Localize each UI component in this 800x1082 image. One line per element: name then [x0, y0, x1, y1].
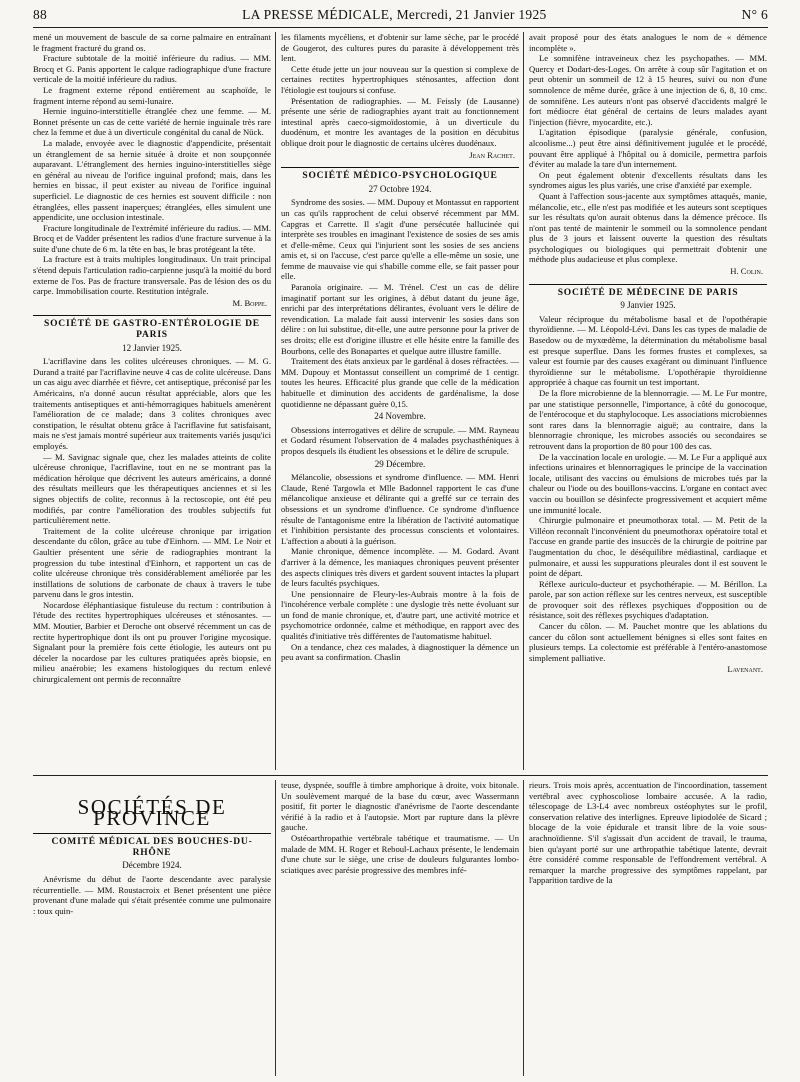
- paragraph: Cancer du côlon. — M. Pauchet montre que les ablations du cancer du côlon sont actuellement bénignes si elles sont faites en plusieurs temps. La colectomie est préférable à l'entéro-anastomose simplement palliative.: [529, 621, 767, 663]
- province-column-2: [281, 780, 519, 1076]
- paragraph: La malade, envoyée avec le diagnostic d'appendicite, présentait un étranglement de sa hernie située à droite et non soupçonnée auparavant. L'étranglement des hernies inguino-interstitielles siège en général au niveau de l'orifice inguinal profond; mais, dans les hernies en bissac, il peut exister au niveau de l'orifice inguinal superficiel. Le diagnostic de ces hernies est souvent difficile : non étranglées, elles passent inaperçues; étranglées, elles simulent une appendicite, une occlusion intestinale.: [33, 137, 271, 223]
- column-3: [529, 32, 767, 770]
- session-date: 29 Décembre.: [374, 458, 426, 469]
- paragraph: Chirurgie pulmonaire et pneumothorax total. — M. Petit de la Villéon reconnaît l'inconvénient du pneumothorax opératoire total et l'accuse en grande partie des insuccès de la chirurgie de poitrine par l'augmentation du choc, le déséquilibre médiastinal, cardiaque et pulmonaire, et aussi les suppurations pleurales dont il est souvent le point de départ.: [529, 515, 767, 579]
- paragraph: On a tendance, chez ces malades, à diagnostiquer la démence un peu avant sa confirmation. Chaslin: [281, 641, 519, 663]
- paragraph: De la flore microbienne de la blennorragie. — M. Le Fur montre, par une statistique personnelle, l'importance, à côté du gonocoque, de l'entérocoque et du staphylocoque. Les associations microbiennes sont rares dans la blennorragie aiguë; au contraire, dans la blennorragie chronique, les microbes associés ou secondaires se retrouvent dans la proportion de 80 pour 100 des cas.: [529, 388, 767, 451]
- signature: Jean Rachet.: [469, 149, 515, 160]
- session-date: 9 Janvier 1925.: [620, 300, 676, 311]
- province-title: SOCIÉTÉS DE PROVINCE: [77, 795, 227, 830]
- paragraph: Valeur réciproque du métabolisme basal et de l'opothérapie thyroïdienne. — M. Léopold-Lévi. Dans les cas types de maladie de Basedow ou de myxœdème, la détermination du métabolisme basal est presque superflue. Dans les formes frustes et complexes, sa valeur est fournie par des causes exagérant ou diminuant l'influence thyroïdienne sur le métabolisme. L'opothérapie thyroïdienne appropriée à chaque cas fournit un test important.: [529, 313, 767, 388]
- paragraph: mené un mouvement de bascule de sa corne palmaire en entraînant le fragment fracturé du grand os.: [33, 32, 271, 53]
- paragraph: Manie chronique, démence incomplète. — M. Godard. Avant d'arriver à la démence, les maniaques chroniques peuvent présenter des aspects cliniques très divers et gardent souvent intactes la plupart de leurs facultés psychiques.: [281, 546, 519, 589]
- issue-number: N° 6: [741, 7, 768, 22]
- journal-title: LA PRESSE MÉDICALE, Mercredi, 21 Janvier 1925: [242, 7, 547, 22]
- paragraph: De la vaccination locale en urologie. — M. Le Fur a appliqué aux infections urinaires et blennorragiques le principe de la vaccination locale, utilisant des vaccins ou émulsions de microbes tués par la chaleur ou l'iode ou des bouillons-vaccins. L'organe en contact avec vaccin ou bouillon se désinfecte progressivement et acquiert même une immunité locale.: [529, 451, 767, 515]
- paragraph: avait proposé pour des états analogues le nom de « démence incomplète ».: [529, 32, 767, 53]
- section-heading: SOCIÉTÉ DE GASTRO-ENTÉROLOGIE DE PARIS: [33, 315, 271, 340]
- session-date: 12 Janvier 1925.: [122, 342, 182, 353]
- session-date: 24 Novembre.: [374, 411, 426, 422]
- paragraph: Quant à l'affection sous-jacente aux symptômes attaqués, manie, mélancolie, etc., elle n'est pas modifiée et les auteurs sont sceptiques sur les résultats qu'on aurait obtenus dans la démence précoce. Ils n'ont pas tenté de maintenir le sommeil ou la somnolence pendant plus de 3 jours et laissent ouverte la question des résultats psychologiques ou biologiques qui permettrait d'obtenir une méthode plus audacieuse et plus complexe.: [529, 190, 767, 265]
- paragraph: Anévrisme du début de l'aorte descendante avec paralysie récurrentielle. — MM. Roustacroix et Benet présentent une pièce provenant d'une malade qui s'était présentée comme une pulmonaire : toux quin-: [33, 873, 271, 916]
- running-header: [33, 4, 768, 26]
- paragraph: teuse, dyspnée, souffle à timbre amphorique à droite, voix bitonale. Un soulèvement marqué de la base du cœur, avec Wassermann positif, fit porter le diagnostic d'anévrisme de l'aorte descendante vérifié à la radio et à l'autopsie. Mort par rupture dans la plèvre gauche.: [281, 780, 519, 833]
- paragraph: les filaments mycéliens, et d'obtenir sur lame sèche, par le procédé de Gougerot, des cultures pures du parasite à développement très lent.: [281, 32, 519, 64]
- signature: M. Boppe.: [232, 297, 267, 308]
- signature: Lavenant.: [727, 664, 763, 675]
- paragraph: Le fragment externe répond entièrement au scaphoïde, le fragment interne répond au semi-lunaire.: [33, 84, 271, 106]
- paragraph: Paranoïa originaire. — M. Trénel. C'est un cas de délire imaginatif portant sur les origines, à début datant du jeune âge, enrichi par des interprétations délirantes, évoluant vers le délire de revendication. La malade fait aussi intervenir les sosies dans son délire : on lui substitue, dit-elle, une autre personne pour la priver de ses droits; elle est d'origine illustre et elle hésite entre la famille des Bourbons, celle des Bonapartes et quelque autre illustre famille.: [281, 282, 519, 356]
- section-rule: [33, 775, 768, 776]
- paragraph: Mélancolie, obsessions et syndrome d'influence. — MM. Henri Claude, René Targowla et Mlle Badonnel rapportent le cas d'une mélancolique anxieuse et délirante qui a greffé sur ce terrain des obsessions et un syndrome d'influence. Ce syndrome d'influence résulte de l'antagonisme entre la libération de l'activité automatique et l'inhibition persistante des processus conscients et volontaires. L'affection a abouti à la guérison.: [281, 472, 519, 546]
- column-2: [281, 32, 519, 770]
- column-1: [33, 32, 271, 770]
- section-heading: SOCIÉTÉ MÉDICO-PSYCHOLOGIQUE: [281, 167, 519, 182]
- province-column-3: [529, 780, 767, 1076]
- paragraph: Traitement des états anxieux par le gardénal à doses réfractées. — MM. Dupouy et Montassut conseillent un comprimé de 1 centigr. toutes les heures. Efficacité plus grande que celle de la médication habituelle et diminution des accidents de gardénalisme, la dose quotidienne ne dépassant guère 0,15.: [281, 356, 519, 409]
- paragraph: rieurs. Trois mois après, accentuation de l'incoordination, tassement vertébral avec cyphoscoliose lombaire accusée. A la radio, télescopage de L3-L4 avec nombreux ostéophytes sur le profil, conservation relative des interlignes. Epreuve lipiodolée de Sicard ; blocage de la voie épidurale et transit libre de la voie sous-arachnoïdienne. S'il s'agissait d'un accident de travail, le trauma, bien qu'ayant porté sur une arthropathie tabétique latente, devrait être considéré comme responsable de l'effondrement vertébral. A remarquer la marche progressive des symptômes rappelant, par l'apparition tardive de la: [529, 780, 767, 886]
- paragraph: Une pensionnaire de Fleury-les-Aubrais montre à la fois de l'incohérence verbale complète : une dyslogie très nette évoluant sur un fond de manie chronique, et, d'autre part, une activité motrice et psychomotrice ordonnée, calme et méthodique, en rapport avec des qualités d'initiative très différentes de l'automatisme habituel.: [281, 588, 519, 642]
- page-number: 88: [33, 7, 48, 22]
- paragraph: La fracture est à traits multiples longitudinaux. Un trait principal s'étend depuis l'articulation radio-carpienne jusqu'à la moitié du bord externe de l'os. Pas de fracture transversale. Pas de lésion des os du carpe. Immobilisation courte. Restitution intégrale.: [33, 254, 271, 297]
- session-date: 27 Octobre 1924.: [368, 183, 432, 194]
- section-heading: SOCIÉTÉ DE MÉDECINE DE PARIS: [529, 284, 767, 299]
- paragraph: Présentation de radiographies. — M. Feissly (de Lausanne) présente une série de radiographies ayant trait au fonctionnement intestinal après caeco-sigmoïdostomie, à un diverticule du duodénum, et montre les avantages de la position en décubitus oblique droit pour le diagnostic de certains ulcères duodénaux.: [281, 95, 519, 148]
- paragraph: Cette étude jette un jour nouveau sur la question si complexe de certaines rectites hypertrophiques sténosantes, affection dont l'étiologie est toujours si confuse.: [281, 63, 519, 95]
- section-heading: COMITÉ MÉDICAL DES BOUCHES-DU-RHÔNE: [33, 833, 271, 858]
- header-rule: [33, 27, 768, 28]
- paragraph: L'agitation épisodique (paralysie générale, confusion, alcoolisme...) peut être ainsi définitivement jugulée et le procédé, pouvant être appliqué à l'hôpital ou à domicile, permettra parfois d'éviter au malade la tare d'un internement.: [529, 127, 767, 170]
- upper-columns: [33, 32, 768, 770]
- paragraph: Obsessions interrogatives et délire de scrupule. — MM. Rayneau et Godard résument l'observation de 4 malades psychasthéniques à propos desquels ils étudient les obsessions et le délire de scrupule.: [281, 424, 519, 456]
- paragraph: Hernie inguino-interstitielle étranglée chez une femme. — M. Bonnet présente un cas de cette variété de hernie inguinale très rare chez la femme et due à un diverticule congénital du canal de Nück.: [33, 106, 271, 138]
- paragraph: Fracture subtotale de la moitié inférieure du radius. — MM. Brocq et G. Panis apportent le calque radiographique d'une fracture verticale de la moitié inférieure du radius.: [33, 53, 271, 85]
- session-date: Décembre 1924.: [122, 860, 182, 871]
- paragraph: Ostéoarthropathie vertébrale tabétique et traumatisme. — Un malade de MM. H. Roger et Reboul-Lachaux présente, le lendemain d'une chute sur le siège, une crise de douleurs fulgurantes lombo-sciatiques avec parésie progressive des membres infé-: [281, 832, 519, 875]
- paragraph: On peut également obtenir d'excellents résultats dans les syndromes aigus les plus variés, une crise d'anxiété par exemple.: [529, 169, 767, 191]
- paragraph: Traitement de la colite ulcéreuse chronique par irrigation descendante du côlon, grâce au tube d'Einhorn. — MM. Le Noir et Gaultier présentent une série de radiographies montrant la progression du tube intestinal d'Einhorn, et rapportent un cas de colite ulcéreuse chronique très considérablement améliorée par les instillations de solutions de carbonate de chaux à travers le tube parvenu dans le gros intestin.: [33, 525, 271, 600]
- paragraph: Fracture longitudinale de l'extrémité inférieure du radius. — MM. Brocq et de Vadder présentent les radios d'une fracture survenue à la suite d'une chute de 6 m. la tête en bas, le bras protégeant la tête.: [33, 222, 271, 254]
- province-column-1: [33, 780, 271, 1076]
- province-section: [33, 780, 768, 1076]
- paragraph: Syndrome des sosies. — MM. Dupouy et Montassut en rapportent un cas qu'ils rapprochent de celui observé récemment par MM. Capgras et Carrette. Il s'agit d'une persécutée hallucinée qui interprète ses troubles en imaginant l'existence de sosies de ses amis et d'elle-même. Ceux qui l'injurient sont les sosies de ses anciens amis et, si on l'accuse, c'est parce qu'elle a elle-même un sosie, une femme de mauvaise vie qui s'habille comme elle, se fait passer pour elle.: [281, 197, 519, 282]
- paragraph: Réflexe auriculo-ducteur et psychothérapie. — M. Bérillon. La parole, par son action réflexe sur les centres nerveux, est susceptible de provoquer soit des réflexes psychiques d'opposition ou de résistance, soit des réflexes psychiques d'adaptation.: [529, 578, 767, 621]
- paragraph: Nocardose éléphantiasique fistuleuse du rectum : contribution à l'étude des rectites hypertrophiques ulcéreuses et sténosantes. — MM. Moutier, Barbier et Deroche ont observé récemment un cas de rectite hypertrophique dont ils ont pu prouver l'origine mycosique. Signalant pour la première fois cette étiologie, les auteurs ont pu déceler la nocardose par les cultures pratiquées après biopsie, en milieu anaérobie; les examens histologiques du rectum enlevé chirurgicalement ont permis de reconnaître: [33, 599, 271, 685]
- paragraph: L'acriflavine dans les colites ulcéreuses chroniques. — M. G. Durand a traité par l'acriflavine neuve 4 cas de colite ulcéreuse. Dans un cas aigu avec diarrhée et fièvre, cet antiseptique, préconisé par les Américains, n'a donné aucun résultat appréciable, alors que les traitements antiseptiques et anti-hémorragiques habituels amenèrent l'amélioration de ce malade; dans 3 colites chroniques avec constipation, le résultat obtenu grâce à l'acriflavine fut satisfaisant, mais ne s'est jamais montré supérieur aux traitements variés jusqu'ici employés.: [33, 356, 271, 451]
- paragraph: Le somnifène intraveineux chez les psychopathes. — MM. Quercy et Dodart-des-Loges. On arrête à coup sûr l'agitation et on peut obtenir un sommeil de 12 à 15 heures, suivi ou non d'une somnolence de même durée, grâce à une injection de 6, 8, 10 cmc. de somnifène. Les auteurs n'ont pas observé d'accidents malgré le fort médiocre état général de certains de leurs malades ayant l'injection (fièvre, myocardite, etc.).: [529, 53, 767, 127]
- paragraph: — M. Savignac signale que, chez les malades atteints de colite ulcéreuse chronique, l'acriflavine, tout en ne se montrant pas la médication héroïque que décrivent les auteurs américains, a donné des résultats meilleurs que les thérapeutiques anciennes et si les signes objectifs de colite, reconnus à la rectoscopie, ont été peu modifiés, par contre l'amélioration des troubles subjectifs fut particulièrement nette.: [33, 451, 271, 526]
- signature: H. Colin.: [730, 266, 763, 277]
